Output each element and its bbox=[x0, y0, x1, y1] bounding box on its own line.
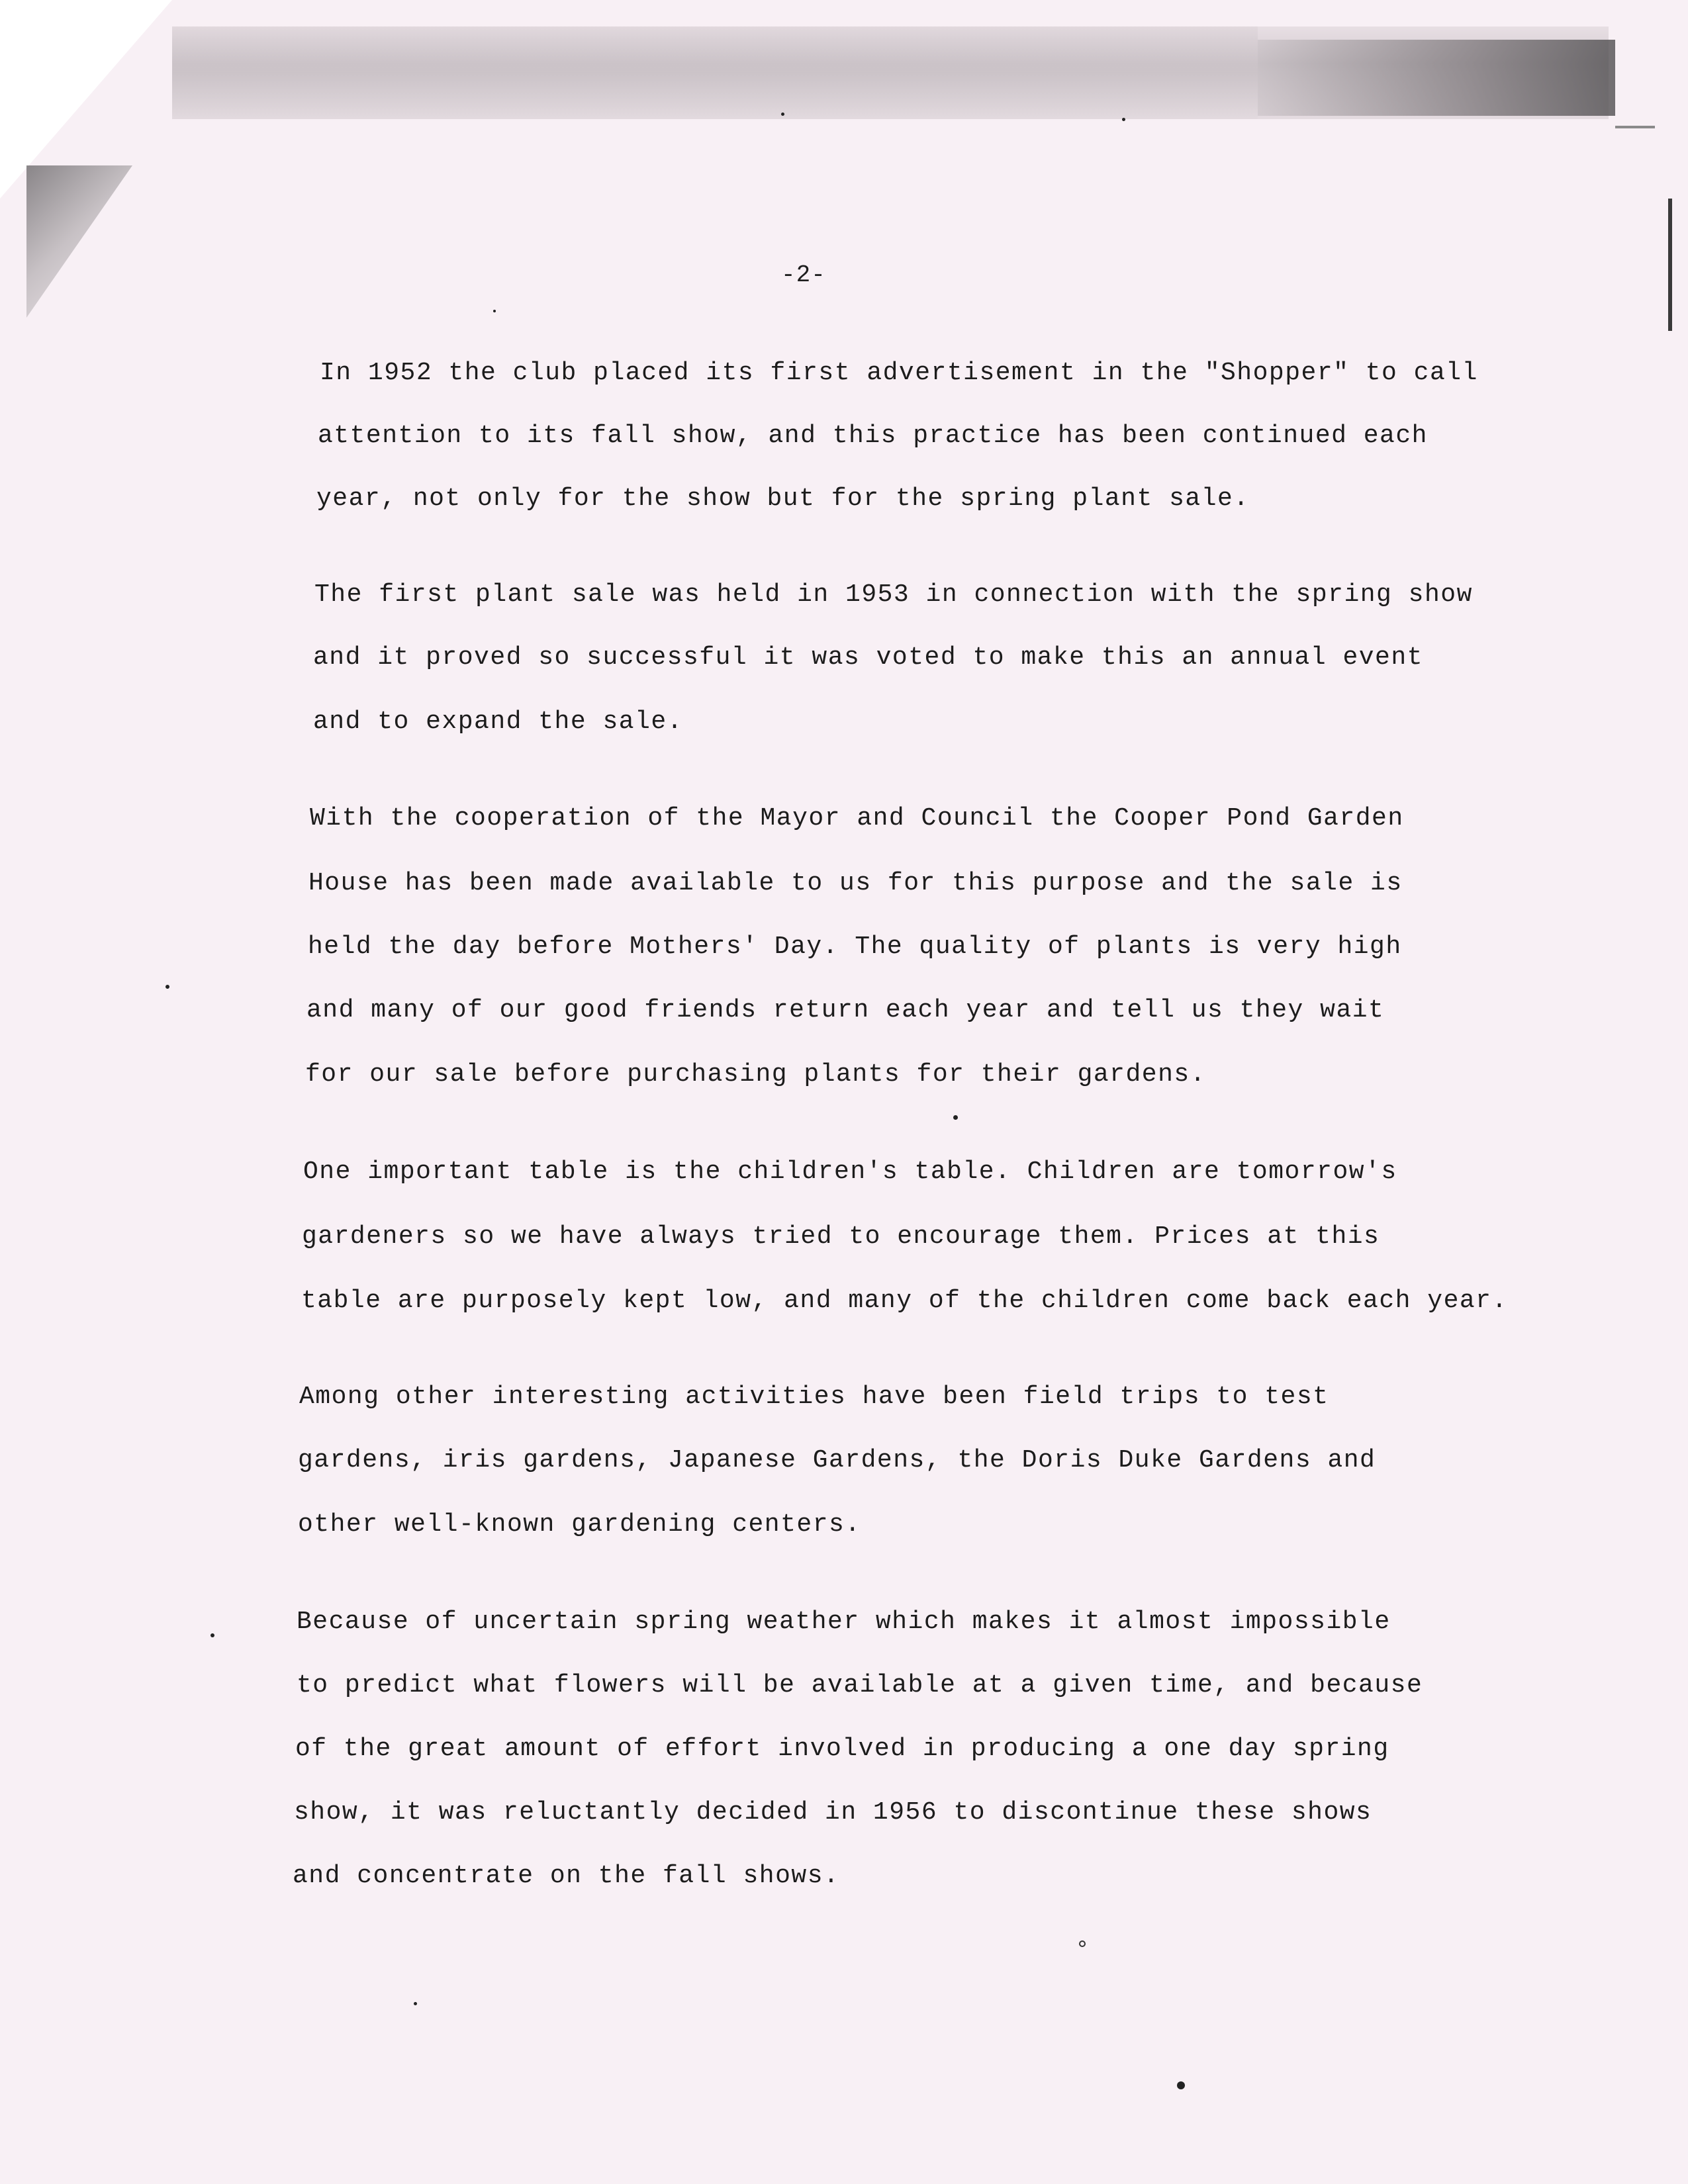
scan-speck bbox=[1122, 118, 1125, 121]
text-line: With the cooperation of the Mayor and Council the Cooper Pond Garden bbox=[310, 804, 1404, 833]
text-line: held the day before Mothers' Day. The quality of plants is very high bbox=[308, 933, 1402, 961]
text-line: year, not only for the show but for the spring plant sale. bbox=[316, 484, 1250, 513]
edge-mark bbox=[1668, 199, 1672, 331]
scan-speck bbox=[165, 985, 169, 989]
scan-speck bbox=[493, 310, 496, 312]
text-line: and it proved so successful it was voted to make this an annual event bbox=[313, 643, 1423, 672]
text-line: and many of our good friends return each year and tell us they wait bbox=[306, 996, 1385, 1024]
text-line: House has been made available to us for this purpose and the sale is bbox=[308, 869, 1403, 897]
text-line: to predict what flowers will be available at a given time, and because bbox=[297, 1671, 1423, 1700]
edge-mark bbox=[1615, 126, 1655, 128]
text-line: gardens, iris gardens, Japanese Gardens, the Doris Duke Gardens and bbox=[298, 1446, 1376, 1475]
scan-speck bbox=[781, 113, 784, 116]
text-line: and concentrate on the fall shows. bbox=[293, 1862, 840, 1890]
scan-speck bbox=[953, 1115, 958, 1120]
text-line: of the great amount of effort involved in producing a one day spring bbox=[295, 1735, 1389, 1763]
text-line: show, it was reluctantly decided in 1956 to discontinue these shows bbox=[294, 1798, 1372, 1827]
text-line: gardeners so we have always tried to encourage them. Prices at this bbox=[302, 1222, 1380, 1251]
text-line: Because of uncertain spring weather which makes it almost impossible bbox=[297, 1608, 1391, 1636]
text-line: One important table is the children's table. Children are tomorrow's bbox=[303, 1158, 1397, 1186]
scan-speck bbox=[1079, 1940, 1086, 1947]
scan-speck bbox=[414, 2002, 417, 2005]
scan-top-band-dark bbox=[1258, 40, 1615, 116]
page-number: -2- bbox=[781, 261, 826, 289]
text-line: The first plant sale was held in 1953 in connection with the spring show bbox=[314, 580, 1473, 609]
scan-top-band-shade bbox=[172, 26, 1258, 119]
scan-speck bbox=[1177, 2081, 1185, 2089]
text-line: Among other interesting activities have been field trips to test bbox=[299, 1383, 1329, 1411]
text-line: In 1952 the club placed its first advertisement in the "Shopper" to call bbox=[320, 359, 1478, 387]
text-line: and to expand the sale. bbox=[313, 707, 683, 736]
scan-speck bbox=[211, 1633, 214, 1637]
text-line: other well-known gardening centers. bbox=[298, 1510, 861, 1539]
text-line: table are purposely kept low, and many of the children come back each year. bbox=[301, 1287, 1508, 1315]
text-line: attention to its fall show, and this practice has been continued each bbox=[318, 422, 1428, 450]
text-line: for our sale before purchasing plants for their gardens. bbox=[305, 1060, 1207, 1089]
